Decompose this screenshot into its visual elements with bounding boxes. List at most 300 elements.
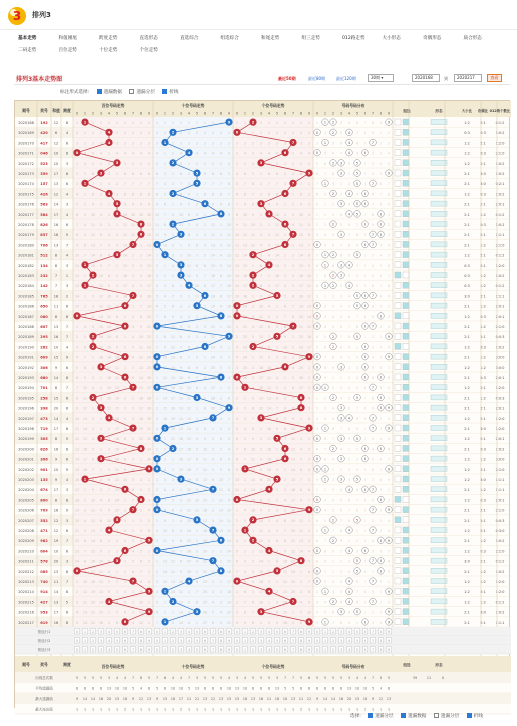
miss-count: 3 [156,580,158,584]
trend-ball-digit: 9 [228,120,231,124]
miss-count: 5 [156,162,158,166]
nav-item-row2-0[interactable]: 二码走势 [18,47,36,53]
miss-count: 1 [308,182,310,186]
miss-count: 6 [164,203,166,207]
miss-count: 19 [115,447,119,451]
dist-miss: 2 [388,498,390,502]
period-select[interactable]: 30期 ▾ [368,74,394,82]
miss-count: 7 [140,570,142,574]
header-shi-digit-0: 0 [156,112,158,116]
miss-count: 8 [228,203,230,207]
option-miss-data-checkbox[interactable] [97,89,102,94]
miss-count: 4 [204,243,206,247]
group-cell [395,466,401,472]
dist-miss: 5 [364,284,366,288]
group-cell [403,303,409,309]
footer-layer-checkbox[interactable] [368,713,373,718]
row-issue: 2020202 [18,468,34,472]
predict-digit: 8 [300,648,302,652]
miss-count: 26 [147,376,151,380]
row-draw: 398 [40,407,48,411]
stat-dist-value: 2 [364,708,366,712]
nav-item-row2-2[interactable]: 十位走势 [99,47,117,53]
miss-count: 9 [276,203,278,207]
miss-count: 17 [147,284,151,288]
miss-count: 9 [108,509,110,513]
miss-count: 4 [308,213,310,217]
miss-count: 2 [196,203,198,207]
miss-count: 6 [268,325,270,329]
row-span: 6 [66,152,68,156]
predict-digit: 4 [348,648,350,652]
stat-value: 1 [76,708,78,712]
miss-count: 16 [243,274,247,278]
stat-value: 1 [276,708,278,712]
trend-ball-digit: 8 [140,498,143,502]
dist-miss: 1 [388,580,390,584]
nav-item-4[interactable]: 直选综合 [180,35,198,41]
miss-count: 29 [147,407,151,411]
miss-count: 5 [212,468,214,472]
dist-digit: 2 [332,131,334,135]
miss-count: 2 [188,131,190,135]
miss-count: 4 [300,447,302,451]
miss-count: 7 [268,335,270,339]
miss-count: 6 [204,264,206,268]
stat-dist-value: 12 [379,697,383,701]
dist-digit: 3 [340,202,342,206]
miss-count: 9 [284,549,286,553]
dist-digit: 1 [324,590,326,594]
miss-count: 2 [132,131,134,135]
dist-miss: 1 [380,131,382,135]
miss-count: 3 [108,223,110,227]
miss-count: 6 [196,366,198,370]
ratio-oddeven: 3:0 [480,427,485,431]
miss-count: 6 [140,172,142,176]
row-issue: 2020203 [18,478,34,482]
miss-count: 8 [268,345,270,349]
row-draw: 085 [40,570,48,574]
miss-count: 6 [108,590,110,594]
ratio-oddeven: 0:3 [480,152,485,156]
miss-count: 4 [284,498,286,502]
dist-miss: 2 [324,396,326,400]
row-draw: 709 [40,509,48,513]
miss-count: 3 [100,141,102,145]
miss-count: 2 [252,366,254,370]
miss-count: 3 [228,366,230,370]
footer-miss-layer-checkbox[interactable] [434,713,439,718]
dist-miss: 4 [348,570,350,574]
miss-count: 17 [115,427,119,431]
trend-ball-digit: 7 [132,243,135,247]
miss-count: 3 [252,570,254,574]
footer-lines-checkbox[interactable] [467,713,472,718]
miss-count: 6 [252,182,254,186]
from-issue-input[interactable]: 2020168 [412,74,440,82]
dist-miss: 3 [372,254,374,258]
nav-item-row2-3[interactable]: 个位走势 [140,47,158,53]
miss-count: 19 [259,396,263,400]
miss-count: 1 [244,121,246,125]
dist-miss: 2 [332,570,334,574]
ratio-012: 0:1:2 [496,254,505,258]
miss-count: 5 [244,519,246,523]
miss-count: 2 [180,498,182,502]
trend-ball-digit: 1 [164,426,167,430]
dist-digit: 8 [380,396,382,400]
miss-count: 1 [284,162,286,166]
miss-count: 12 [283,580,287,584]
miss-count: 4 [156,590,158,594]
nav-item-6[interactable]: 和尾走势 [261,35,279,41]
dist-miss: 2 [340,284,342,288]
header-bai-digit-6: 6 [124,112,126,116]
miss-count: 16 [187,447,191,451]
miss-count: 7 [244,458,246,462]
shape-cell [431,579,447,584]
nav-item-0[interactable]: 基本走势 [18,35,36,41]
miss-count: 8 [252,621,254,625]
shape-cell [431,181,447,186]
dist-digit: 9 [388,172,390,176]
miss-count: 14 [259,345,263,349]
miss-count: 3 [116,590,118,594]
group-cell [395,476,401,482]
dist-miss: 1 [348,447,350,451]
group-cell [403,374,409,380]
period-80[interactable]: 最近80期 [308,76,325,82]
miss-count: 19 [203,539,207,543]
miss-count: 13 [107,325,111,329]
trend-ball-digit: 8 [140,222,143,226]
miss-count: 5 [140,549,142,553]
row-sum: 10 [54,549,58,553]
trend-ball-digit: 1 [84,182,87,186]
miss-count: 20 [171,427,175,431]
group-cell [395,303,401,309]
row-sum: 17 [54,488,58,492]
predict-digit: 6 [124,648,126,652]
stat-row-bg [15,683,511,694]
dist-digit: 7 [372,559,374,563]
row-issue: 2020210 [18,549,34,553]
ratio-bigsmall: 1:2 [464,152,469,156]
miss-count: 16 [115,417,119,421]
miss-count: 3 [252,315,254,319]
miss-count: 7 [236,447,238,451]
trend-ball-digit: 2 [252,539,255,543]
miss-count: 8 [244,192,246,196]
dist-miss: 7 [364,396,366,400]
dist-miss: 3 [324,498,326,502]
miss-count: 2 [268,509,270,513]
miss-count: 2 [164,131,166,135]
stat-value: 1 [260,708,262,712]
stat-value: 10 [227,687,231,691]
miss-count: 8 [300,488,302,492]
miss-count: 12 [171,570,175,574]
miss-count: 10 [251,447,255,451]
miss-count: 2 [132,407,134,411]
stat-value: 17 [179,697,183,701]
miss-count: 5 [260,468,262,472]
group-cell [403,496,409,502]
miss-count: 6 [252,600,254,604]
miss-count: 1 [292,121,294,125]
miss-count: 6 [220,437,222,441]
ratio-bigsmall: 1:2 [464,254,469,258]
group-cell [395,170,401,176]
ratio-oddeven: 2:1 [480,254,485,258]
miss-count: 2 [124,131,126,135]
miss-count: 11 [275,223,279,227]
header-dist-digit-3: 3 [340,112,342,116]
predict-digit: 0 [236,639,238,643]
predict-digit: 5 [276,639,278,643]
nav-item-2[interactable]: 跨度走势 [99,35,117,41]
miss-count: 3 [76,182,78,186]
dist-miss: 2 [340,468,342,472]
miss-count: 4 [196,437,198,441]
miss-count: 8 [276,560,278,564]
dist-miss: 1 [324,203,326,207]
nav-item-3[interactable]: 直选形态 [140,35,158,41]
row-issue: 2020175 [18,192,34,196]
ratio-oddeven: 0:3 [480,345,485,349]
group-cell [395,486,401,492]
header-bai-digit-1: 1 [84,112,86,116]
row-sum: 20 [54,407,58,411]
group-cell [403,343,409,349]
miss-count: 3 [164,172,166,176]
miss-count: 24 [299,356,303,360]
predict-digit: 4 [188,648,190,652]
ratio-oddeven: 1:2 [480,366,485,370]
dist-miss: 9 [324,192,326,196]
miss-count: 5 [100,162,102,166]
stat-value: 5 [268,676,270,680]
dist-miss: 7 [332,437,334,441]
group-cell [403,160,409,166]
miss-count: 1 [180,488,182,492]
dist-miss: 2 [356,539,358,543]
miss-count: 1 [196,315,198,319]
miss-count: 16 [283,621,287,625]
miss-count: 10 [123,478,127,482]
trend-ball-digit: 2 [172,222,175,226]
miss-count: 12 [227,529,231,533]
nav-item-11[interactable]: 质合形态 [464,35,482,41]
option-lines-checkbox[interactable] [162,89,167,94]
ratio-bigsmall: 2:1 [464,305,469,309]
nav-item-row2-1[interactable]: 百位走势 [59,47,77,53]
miss-count: 6 [132,356,134,360]
dist-miss: 7 [380,468,382,472]
miss-count: 10 [259,305,263,309]
miss-count: 1 [292,243,294,247]
miss-count: 2 [212,580,214,584]
ratio-oddeven: 1:2 [480,305,485,309]
group-cell [395,537,401,543]
miss-count: 1 [268,560,270,564]
group-cell [403,405,409,411]
miss-count: 15 [227,560,231,564]
dist-miss: 3 [356,458,358,462]
dist-digit: 0 [316,569,318,573]
miss-count: 4 [292,366,294,370]
miss-count: 4 [204,386,206,390]
to-issue-input[interactable]: 2020217 [454,74,482,82]
miss-count: 9 [100,549,102,553]
row-issue: 2020193 [18,376,34,380]
nav-item-5[interactable]: 组选综合 [221,35,239,41]
nav-item-10[interactable]: 奇偶形态 [423,35,441,41]
miss-count: 2 [276,315,278,319]
ratio-oddeven: 1:2 [480,539,485,543]
query-button[interactable]: 查看 [487,74,502,82]
nav-item-8[interactable]: 012路走势 [342,35,365,41]
miss-count: 10 [179,580,183,584]
nav-item-1[interactable]: 和值刚尾 [59,35,77,41]
miss-count: 4 [276,152,278,156]
row-draw: 135 [40,478,48,482]
stat-value: 1 [132,708,134,712]
miss-count: 2 [84,305,86,309]
dist-miss: 7 [372,478,374,482]
miss-count: 1 [124,386,126,390]
row-span: 3 [66,488,68,492]
shape-cell [431,385,447,390]
ratio-bigsmall: 2:1 [464,243,469,247]
nav-item-9[interactable]: 大小形态 [383,35,401,41]
miss-count: 7 [308,580,310,584]
dist-miss: 8 [364,131,366,135]
miss-count: 11 [259,315,263,319]
miss-count: 3 [92,305,94,309]
miss-count: 2 [260,182,262,186]
ratio-bigsmall: 1:2 [464,386,469,390]
header-bai-digit-8: 8 [140,112,142,116]
miss-count: 1 [132,590,134,594]
dist-miss: 7 [388,274,390,278]
dist-miss: 5 [388,254,390,258]
ratio-bigsmall: 2:1 [464,519,469,523]
miss-count: 12 [219,498,223,502]
miss-count: 11 [283,570,287,574]
miss-count: 1 [108,121,110,125]
dist-miss: 8 [356,141,358,145]
miss-count: 1 [244,539,246,543]
dist-digit: 5 [356,610,358,614]
miss-count: 6 [228,396,230,400]
miss-count: 7 [196,590,198,594]
trend-ball-digit: 5 [196,182,199,186]
miss-count: 17 [91,570,95,574]
miss-count: 3 [132,539,134,543]
dist-miss: 5 [340,498,342,502]
footer-miss-data-checkbox[interactable] [401,713,406,718]
ratio-012: 2:1:0 [496,468,505,472]
dist-digit: 4 [348,600,350,604]
stat-value: 9 [156,697,158,701]
group-cell [395,507,401,513]
miss-count: 12 [227,243,231,247]
period-120[interactable]: 最近120期 [336,76,356,82]
miss-count: 3 [268,243,270,247]
group-cell [395,619,401,625]
predict-digit: 1 [164,648,166,652]
period-50[interactable]: 最近50期 [278,76,296,82]
row-sum: 12 [54,121,58,125]
footer-header-issue: 期号 [21,662,30,667]
nav-item-7[interactable]: 组三走势 [302,35,320,41]
miss-count: 1 [284,233,286,237]
miss-count: 6 [212,478,214,482]
miss-count: 12 [307,294,311,298]
miss-count: 1 [212,570,214,574]
trend-ball-digit: 1 [244,467,247,471]
miss-count: 3 [236,407,238,411]
dist-digit: 2 [332,161,334,165]
miss-count: 16 [259,366,263,370]
row-draw: 584 [40,213,48,217]
dist-miss: 2 [316,407,318,411]
stat-dist-value: 1 [324,708,326,712]
miss-count: 6 [252,407,254,411]
dist-digit: 0 [316,386,318,390]
miss-count: 6 [308,570,310,574]
miss-count: 14 [163,570,167,574]
dist-miss: 8 [324,366,326,370]
miss-count: 14 [139,376,143,380]
header-shi-digit-4: 4 [188,112,190,116]
predict-digit: 6 [124,639,126,643]
header-ge-digit-9: 9 [308,112,310,116]
miss-count: 18 [211,294,215,298]
miss-count: 5 [244,162,246,166]
stat-value: 16 [259,697,263,701]
miss-count: 15 [251,498,255,502]
ratio-012: 2:0:1 [496,305,505,309]
miss-count: 20 [227,611,231,615]
ratio-012: 1:0:2 [496,345,505,349]
miss-count: 22 [291,549,295,553]
ratio-012: 1:0:2 [496,611,505,615]
shape-cell [431,344,447,349]
miss-count: 3 [132,141,134,145]
footer-header-dist: 号码号码分布 [342,664,365,669]
miss-count: 13 [243,243,247,247]
dist-digit: 5 [356,335,358,339]
predict-digit: 6 [204,639,206,643]
miss-count: 1 [116,172,118,176]
stat-value: 13 [147,697,151,701]
miss-count: 10 [235,233,239,237]
option-miss-layer-checkbox[interactable] [129,89,134,94]
ratio-bigsmall: 1:2 [464,549,469,553]
miss-count: 15 [187,437,191,441]
row-draw: 982 [40,539,48,543]
miss-count: 15 [275,264,279,268]
miss-count: 25 [147,366,151,370]
miss-count: 12 [259,539,263,543]
miss-count: 16 [147,274,151,278]
row-span: 3 [66,560,68,564]
miss-count: 21 [203,560,207,564]
dist-miss: 6 [332,243,334,247]
